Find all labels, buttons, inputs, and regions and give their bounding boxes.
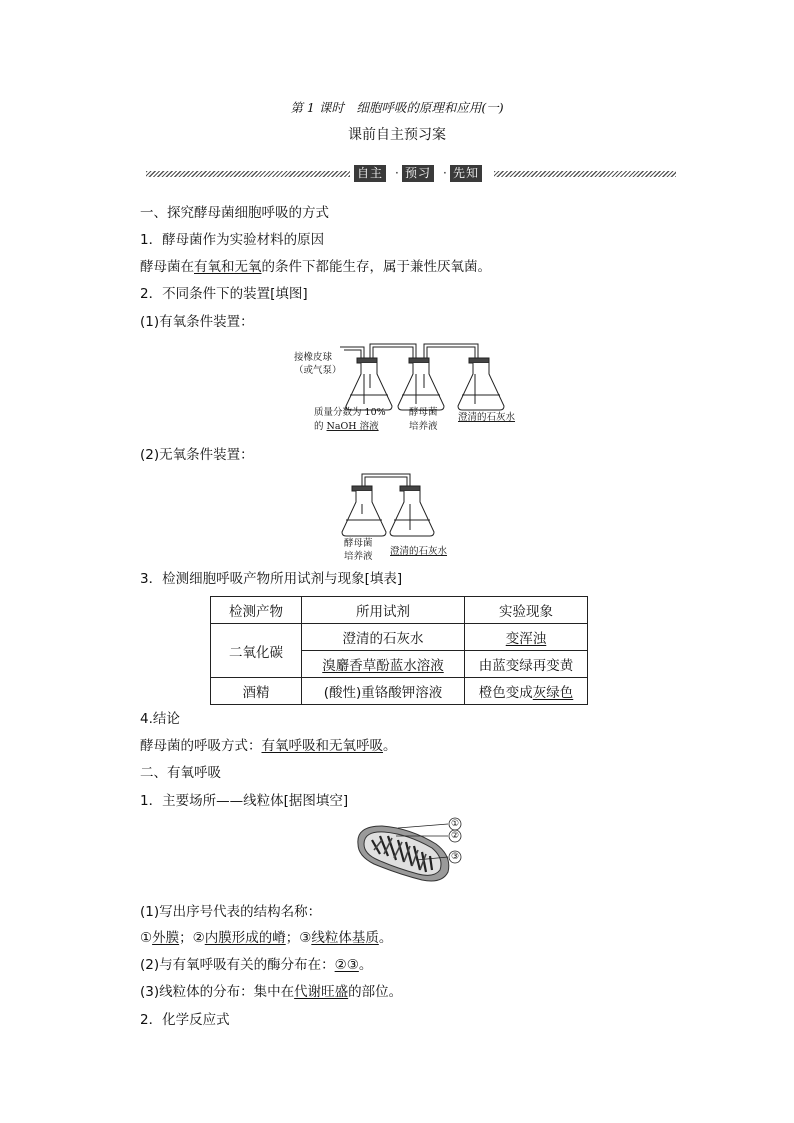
banner-hatch-right [494,171,676,177]
text: 的条件下都能生存，属于兼性厌氧菌。 [261,259,491,275]
table-header-cell: 实验现象 [465,597,588,624]
section-heading: 一、探究酵母菌细胞呼吸的方式 [140,205,329,221]
text: ；② [179,930,205,946]
question-1: 1．主要场所——线粒体[据图填空] [140,793,349,809]
answer-line [140,258,491,276]
label-yeast: 酵母菌 [409,407,438,418]
table-cell [302,651,465,678]
question-2: 2．化学反应式 [140,1012,230,1028]
filled-answer: 灰绿色 [532,685,574,701]
anaerobic-apparatus-figure [334,470,474,562]
table-cell [465,678,588,705]
table-cell [465,624,588,651]
answer-line [140,983,402,1001]
filled-answer: 有氧呼吸和无氧呼吸 [261,738,383,754]
answer-line [140,956,372,974]
text: ① [140,930,153,946]
table-header-cell: 所用试剂 [302,597,465,624]
filled-answer: 代谢旺盛 [294,984,349,1000]
sub-question: (2)无氧条件装置： [140,447,254,463]
text: (2)与有氧呼吸有关的酶分布在： [140,957,335,973]
text: (3)线粒体的分布：集中在 [140,984,295,1000]
label-pump-alt: （或气泵） [294,365,342,376]
mito-label-2-text: ② [450,831,460,841]
banner-tag-1: 自主 [354,165,386,182]
label-yeast-2: 培养液 [344,551,373,562]
banner-hatch-left [146,171,350,177]
table-cell: 二氧化碳 [211,624,302,678]
aerobic-labels [288,340,538,432]
label-yeast-2: 培养液 [409,421,438,432]
table-header-cell: 检测产物 [211,597,302,624]
filled-answer: NaOH 溶液 [326,421,379,432]
sub-question: (1)有氧条件装置： [140,314,254,330]
filled-answer: 外膜 [152,930,180,946]
filled-answer: 溴麝香草酚蓝水溶液 [322,658,444,674]
table-row [211,624,588,651]
section-title: 课前自主预习案 [348,127,446,143]
label-naoh-2 [314,420,379,432]
question-3: 3．检测细胞呼吸产物所用试剂与现象[填表] [140,571,403,587]
filled-answer: ②③ [334,957,359,973]
label-limewater: 澄清的石灰水 [458,412,516,423]
table-row [211,678,588,705]
question-1: 1．酵母菌作为实验材料的原因 [140,232,325,248]
banner-dot: · [443,166,447,180]
products-table [210,596,588,705]
lesson-title: 第 1 课时 细胞呼吸的原理和应用(一) [290,100,504,115]
table-cell: (酸性)重铬酸钾溶液 [302,678,465,705]
filled-answer: 线粒体基质 [311,930,379,946]
banner-tag-2: 预习 [402,165,434,182]
section-heading: 二、有氧呼吸 [140,765,221,781]
text: 。 [378,930,393,946]
text: 。 [383,738,397,754]
question-2: 2．不同条件下的装置[填图] [140,286,308,302]
label-limewater: 澄清的石灰水 [390,546,448,557]
text: 的部位。 [348,984,403,1000]
sub-question: (1)写出序号代表的结构名称： [140,904,322,920]
text: 酵母菌在 [140,259,194,275]
banner-tag-3: 先知 [450,165,482,182]
text: 橙色变成 [478,685,533,701]
mito-label-3-text: ③ [450,852,460,862]
table-header-row [211,597,588,624]
label-yeast: 酵母菌 [344,538,373,549]
label-naoh: 质量分数为 10% [314,407,386,418]
text: 。 [358,957,373,973]
text: ；③ [285,930,312,946]
table-cell: 由蓝变绿再变黄 [465,651,588,678]
filled-answer: 内膜形成的嵴 [204,930,286,946]
table-cell: 酒精 [211,678,302,705]
text: 的 [314,421,327,432]
text: 酵母菌的呼吸方式： [140,738,262,754]
question-4: 4.结论 [140,711,180,727]
filled-answer: 变浑浊 [505,631,547,647]
filled-answer: 有氧和无氧 [194,259,262,275]
label-pump: 接橡皮球 [294,352,333,363]
table-cell: 澄清的石灰水 [302,624,465,651]
section-banner [146,164,676,184]
answer-line [140,929,392,947]
answer-line [140,737,397,755]
mito-label-1-text: ① [450,819,460,829]
banner-dot: · [395,166,399,180]
